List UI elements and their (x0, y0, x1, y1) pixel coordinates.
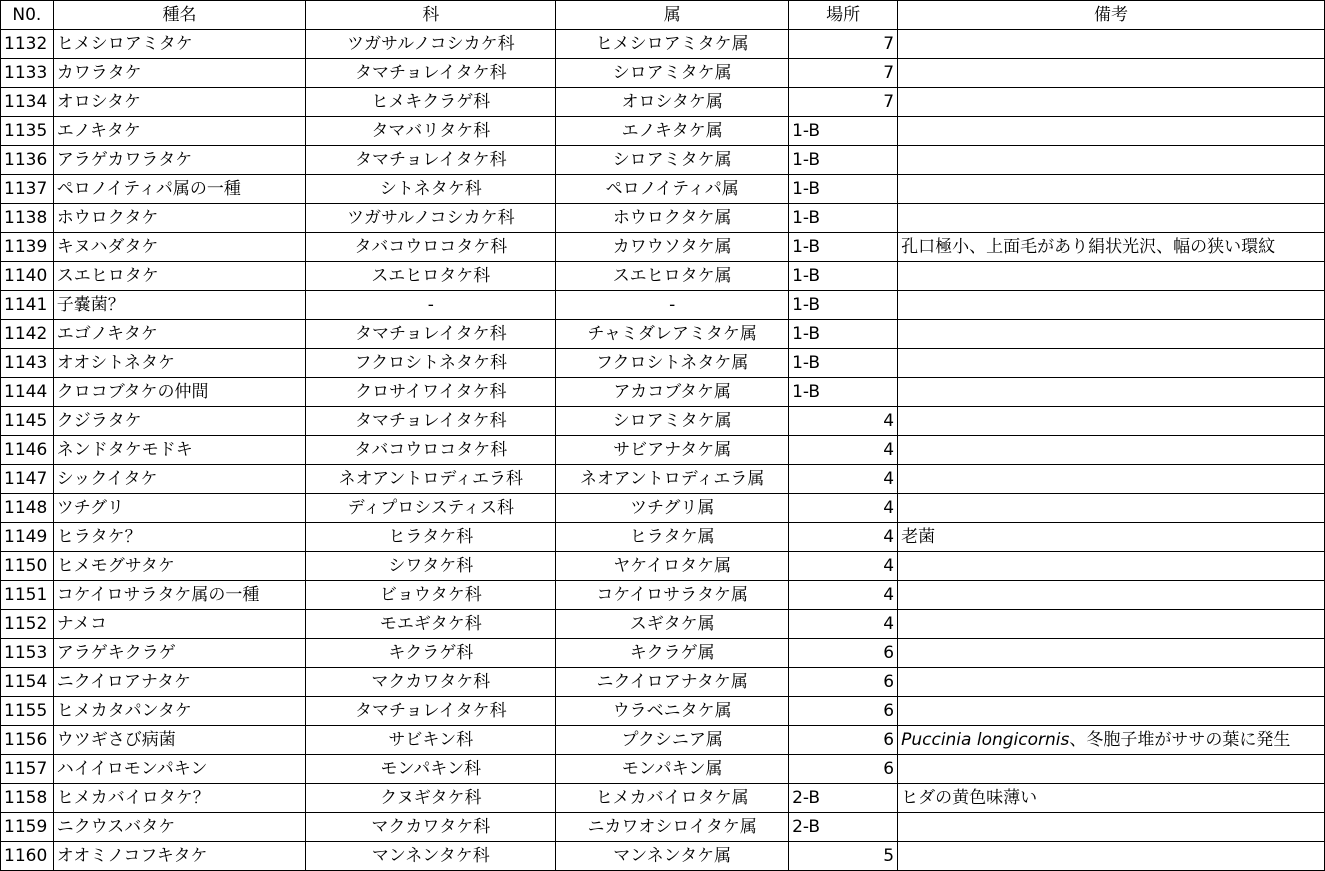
cell-note[interactable] (898, 59, 1325, 88)
cell-no[interactable]: 1138 (1, 204, 54, 233)
cell-genus[interactable]: ヒメカバイロタケ属 (556, 784, 789, 813)
cell-place[interactable]: 6 (789, 639, 898, 668)
table-row (1, 320, 1325, 349)
header-place[interactable]: 場所 (789, 1, 898, 30)
cell-no[interactable]: 1147 (1, 465, 54, 494)
cell-no[interactable]: 1156 (1, 726, 54, 755)
table-row (1, 755, 1325, 784)
cell-family[interactable]: マンネンタケ科 (306, 842, 556, 871)
cell-place[interactable]: 6 (789, 726, 898, 755)
cell-genus[interactable]: ウラベニタケ属 (556, 697, 789, 726)
cell-place[interactable]: 6 (789, 697, 898, 726)
cell-family[interactable]: シワタケ科 (306, 552, 556, 581)
table-row (1, 784, 1325, 813)
cell-genus[interactable]: シロアミタケ属 (556, 146, 789, 175)
cell-species-name[interactable]: ウツギさび病菌 (53, 726, 306, 755)
cell-note[interactable] (898, 639, 1325, 668)
cell-family[interactable]: タマチョレイタケ科 (306, 59, 556, 88)
cell-family[interactable]: マクカワタケ科 (306, 813, 556, 842)
cell-no[interactable]: 1160 (1, 842, 54, 871)
table-row (1, 88, 1325, 117)
cell-no[interactable]: 1139 (1, 233, 54, 262)
cell-genus[interactable]: アカコブタケ属 (556, 378, 789, 407)
note-text: 、冬胞子堆がササの葉に発生 (1069, 730, 1291, 750)
cell-place[interactable]: 4 (789, 436, 898, 465)
cell-family[interactable]: サビキン科 (306, 726, 556, 755)
cell-family[interactable]: モンパキン科 (306, 755, 556, 784)
cell-family[interactable]: キクラゲ科 (306, 639, 556, 668)
cell-place[interactable]: 1-B (789, 320, 898, 349)
cell-genus[interactable]: コケイロサラタケ属 (556, 581, 789, 610)
table-row (1, 349, 1325, 378)
table-row (1, 726, 1325, 755)
cell-species-name[interactable]: コケイロサラタケ属の一種 (53, 581, 306, 610)
cell-species-name[interactable]: ツチグリ (53, 494, 306, 523)
cell-genus[interactable]: モンパキン属 (556, 755, 789, 784)
cell-note[interactable] (898, 378, 1325, 407)
cell-note[interactable] (898, 755, 1325, 784)
cell-genus[interactable]: スエヒロタケ属 (556, 262, 789, 291)
cell-genus[interactable]: チャミダレアミタケ属 (556, 320, 789, 349)
cell-genus[interactable]: エノキタケ属 (556, 117, 789, 146)
cell-genus[interactable]: ニクイロアナタケ属 (556, 668, 789, 697)
cell-note[interactable]: ヒダの黄色味薄い (898, 784, 1325, 813)
cell-species-name[interactable]: オロシタケ (53, 88, 306, 117)
cell-species-name[interactable]: クロコブタケの仲間 (53, 378, 306, 407)
cell-species-name[interactable]: スエヒロタケ (53, 262, 306, 291)
cell-no[interactable]: 1155 (1, 697, 54, 726)
cell-species-name[interactable]: ヒメカバイロタケ？ (53, 784, 306, 813)
cell-place[interactable]: 4 (789, 465, 898, 494)
cell-no[interactable]: 1133 (1, 59, 54, 88)
cell-note[interactable] (898, 668, 1325, 697)
cell-no[interactable]: 1149 (1, 523, 54, 552)
cell-family[interactable]: タバコウロコタケ科 (306, 436, 556, 465)
cell-no[interactable]: 1145 (1, 407, 54, 436)
table-row (1, 59, 1325, 88)
cell-genus[interactable]: ホウロクタケ属 (556, 204, 789, 233)
cell-note[interactable] (898, 726, 1325, 755)
cell-genus[interactable]: ペロノイティパ属 (556, 175, 789, 204)
cell-note[interactable] (898, 842, 1325, 871)
cell-note[interactable] (898, 30, 1325, 59)
table-row (1, 465, 1325, 494)
cell-no[interactable]: 1132 (1, 30, 54, 59)
cell-family[interactable]: タマチョレイタケ科 (306, 146, 556, 175)
cell-family[interactable]: ビョウタケ科 (306, 581, 556, 610)
cell-place[interactable]: 6 (789, 668, 898, 697)
cell-genus[interactable]: ヒラタケ属 (556, 523, 789, 552)
cell-place[interactable]: 2-B (789, 784, 898, 813)
table-row (1, 407, 1325, 436)
cell-species-name[interactable]: ヒメシロアミタケ (53, 30, 306, 59)
cell-note[interactable] (898, 697, 1325, 726)
cell-species-name[interactable]: ハイイロモンパキン (53, 755, 306, 784)
cell-place[interactable]: 4 (789, 581, 898, 610)
cell-note[interactable] (898, 465, 1325, 494)
cell-note[interactable] (898, 262, 1325, 291)
header-no[interactable]: N0. (1, 1, 54, 30)
cell-genus[interactable]: ツチグリ属 (556, 494, 789, 523)
cell-species-name[interactable]: クジラタケ (53, 407, 306, 436)
cell-family[interactable]: シトネタケ科 (306, 175, 556, 204)
cell-species-name[interactable]: カワラタケ (53, 59, 306, 88)
cell-family[interactable]: ディプロシスティス科 (306, 494, 556, 523)
cell-place[interactable]: 1-B (789, 233, 898, 262)
cell-no[interactable]: 1137 (1, 175, 54, 204)
table-row (1, 436, 1325, 465)
note-scientific-name: Puccinia longicornis (901, 730, 1070, 750)
table-row (1, 378, 1325, 407)
cell-note[interactable] (898, 581, 1325, 610)
cell-no[interactable]: 1141 (1, 291, 54, 320)
cell-place[interactable]: 1-B (789, 117, 898, 146)
cell-family[interactable]: クロサイワイタケ科 (306, 378, 556, 407)
cell-family[interactable]: マクカワタケ科 (306, 668, 556, 697)
cell-species-name[interactable]: ヒメモグサタケ (53, 552, 306, 581)
header-family[interactable]: 科 (306, 1, 556, 30)
cell-family[interactable]: タバコウロコタケ科 (306, 233, 556, 262)
cell-note[interactable]: 老菌 (898, 523, 1325, 552)
cell-no[interactable]: 1150 (1, 552, 54, 581)
cell-genus[interactable]: ニカワオシロイタケ属 (556, 813, 789, 842)
cell-place[interactable]: 2-B (789, 813, 898, 842)
cell-genus[interactable]: ネオアントロディエラ属 (556, 465, 789, 494)
cell-place[interactable]: 7 (789, 59, 898, 88)
table-row (1, 262, 1325, 291)
cell-note[interactable] (898, 320, 1325, 349)
cell-note[interactable] (898, 88, 1325, 117)
cell-species-name[interactable]: エノキタケ (53, 117, 306, 146)
table-row (1, 233, 1325, 262)
cell-species-name[interactable]: 子嚢菌？ (53, 291, 306, 320)
cell-no[interactable]: 1148 (1, 494, 54, 523)
cell-family[interactable]: タマチョレイタケ科 (306, 407, 556, 436)
table-row (1, 175, 1325, 204)
cell-note[interactable] (898, 291, 1325, 320)
cell-no[interactable]: 1153 (1, 639, 54, 668)
cell-genus[interactable]: シロアミタケ属 (556, 59, 789, 88)
table-row (1, 668, 1325, 697)
table-row (1, 639, 1325, 668)
cell-place[interactable]: 1-B (789, 378, 898, 407)
cell-note[interactable] (898, 349, 1325, 378)
cell-species-name[interactable]: ネンドタケモドキ (53, 436, 306, 465)
cell-genus[interactable]: キクラゲ属 (556, 639, 789, 668)
cell-place[interactable]: 7 (789, 88, 898, 117)
table-row (1, 117, 1325, 146)
cell-family[interactable]: モエギタケ科 (306, 610, 556, 639)
cell-place[interactable]: 4 (789, 407, 898, 436)
table-row (1, 610, 1325, 639)
cell-family[interactable]: クヌギタケ科 (306, 784, 556, 813)
table-row (1, 494, 1325, 523)
cell-species-name[interactable]: ヒラタケ？ (53, 523, 306, 552)
table-row (1, 204, 1325, 233)
cell-no[interactable]: 1151 (1, 581, 54, 610)
cell-genus[interactable]: - (556, 291, 789, 320)
cell-family[interactable]: フクロシトネタケ科 (306, 349, 556, 378)
cell-species-name[interactable]: シックイタケ (53, 465, 306, 494)
cell-family[interactable]: ネオアントロディエラ科 (306, 465, 556, 494)
table-row (1, 581, 1325, 610)
cell-genus[interactable]: カワウソタケ属 (556, 233, 789, 262)
cell-no[interactable]: 1154 (1, 668, 54, 697)
cell-genus[interactable]: プクシニア属 (556, 726, 789, 755)
cell-species-name[interactable]: アラゲカワラタケ (53, 146, 306, 175)
cell-place[interactable]: 4 (789, 552, 898, 581)
table-row (1, 697, 1325, 726)
cell-family[interactable]: ヒラタケ科 (306, 523, 556, 552)
cell-no[interactable]: 1143 (1, 349, 54, 378)
table-row (1, 30, 1325, 59)
cell-place[interactable]: 5 (789, 842, 898, 871)
cell-species-name[interactable]: オオシトネタケ (53, 349, 306, 378)
cell-no[interactable]: 1135 (1, 117, 54, 146)
cell-place[interactable]: 6 (789, 755, 898, 784)
cell-note[interactable] (898, 610, 1325, 639)
cell-family[interactable]: タマチョレイタケ科 (306, 320, 556, 349)
cell-species-name[interactable]: ニクイロアナタケ (53, 668, 306, 697)
cell-place[interactable]: 1-B (789, 204, 898, 233)
table-row (1, 552, 1325, 581)
cell-species-name[interactable]: ナメコ (53, 610, 306, 639)
cell-genus[interactable]: フクロシトネタケ属 (556, 349, 789, 378)
table-row (1, 813, 1325, 842)
cell-no[interactable]: 1152 (1, 610, 54, 639)
cell-genus[interactable]: ヤケイロタケ属 (556, 552, 789, 581)
cell-note[interactable] (898, 494, 1325, 523)
cell-note[interactable] (898, 407, 1325, 436)
cell-place[interactable]: 1-B (789, 146, 898, 175)
cell-no[interactable]: 1157 (1, 755, 54, 784)
cell-no[interactable]: 1136 (1, 146, 54, 175)
table-row (1, 842, 1325, 871)
cell-no[interactable]: 1158 (1, 784, 54, 813)
cell-no[interactable]: 1142 (1, 320, 54, 349)
table-row (1, 291, 1325, 320)
cell-no[interactable]: 1140 (1, 262, 54, 291)
cell-place[interactable]: 1-B (789, 262, 898, 291)
cell-species-name[interactable]: ニクウスバタケ (53, 813, 306, 842)
header-note[interactable]: 備考 (898, 1, 1325, 30)
header-genus[interactable]: 属 (556, 1, 789, 30)
cell-family[interactable]: タマチョレイタケ科 (306, 697, 556, 726)
cell-genus[interactable]: サビアナタケ属 (556, 436, 789, 465)
cell-family[interactable]: スエヒロタケ科 (306, 262, 556, 291)
cell-note[interactable] (898, 436, 1325, 465)
cell-genus[interactable]: スギタケ属 (556, 610, 789, 639)
cell-note[interactable] (898, 117, 1325, 146)
cell-no[interactable]: 1146 (1, 436, 54, 465)
cell-note[interactable] (898, 146, 1325, 175)
cell-genus[interactable]: ヒメシロアミタケ属 (556, 30, 789, 59)
cell-note[interactable] (898, 175, 1325, 204)
cell-place[interactable]: 1-B (789, 349, 898, 378)
cell-note[interactable] (898, 552, 1325, 581)
cell-species-name[interactable]: オオミノコフキタケ (53, 842, 306, 871)
cell-note[interactable] (898, 204, 1325, 233)
cell-note[interactable]: 孔口極小、上面毛があり絹状光沢、幅の狭い環紋 (898, 233, 1325, 262)
cell-place[interactable]: 7 (789, 30, 898, 59)
cell-place[interactable]: 1-B (789, 175, 898, 204)
cell-genus[interactable]: マンネンタケ属 (556, 842, 789, 871)
cell-no[interactable]: 1144 (1, 378, 54, 407)
cell-species-name[interactable]: キヌハダタケ (53, 233, 306, 262)
cell-genus[interactable]: シロアミタケ属 (556, 407, 789, 436)
cell-family[interactable]: ヒメキクラゲ科 (306, 88, 556, 117)
table-row (1, 146, 1325, 175)
cell-place[interactable]: 4 (789, 610, 898, 639)
cell-genus[interactable]: オロシタケ属 (556, 88, 789, 117)
cell-family[interactable]: タマバリタケ科 (306, 117, 556, 146)
cell-species-name[interactable]: エゴノキタケ (53, 320, 306, 349)
header-row (1, 1, 1325, 30)
cell-family[interactable]: ツガサルノコシカケ科 (306, 30, 556, 59)
cell-species-name[interactable]: ペロノイティパ属の一種 (53, 175, 306, 204)
cell-note[interactable] (898, 813, 1325, 842)
cell-species-name[interactable]: アラゲキクラゲ (53, 639, 306, 668)
cell-family[interactable]: - (306, 291, 556, 320)
cell-place[interactable]: 4 (789, 494, 898, 523)
cell-species-name[interactable]: ホウロクタケ (53, 204, 306, 233)
cell-place[interactable]: 1-B (789, 291, 898, 320)
cell-family[interactable]: ツガサルノコシカケ科 (306, 204, 556, 233)
cell-no[interactable]: 1159 (1, 813, 54, 842)
cell-place[interactable]: 4 (789, 523, 898, 552)
cell-no[interactable]: 1134 (1, 88, 54, 117)
header-species-name[interactable]: 種名 (53, 1, 306, 30)
table-row (1, 523, 1325, 552)
cell-species-name[interactable]: ヒメカタパンタケ (53, 697, 306, 726)
